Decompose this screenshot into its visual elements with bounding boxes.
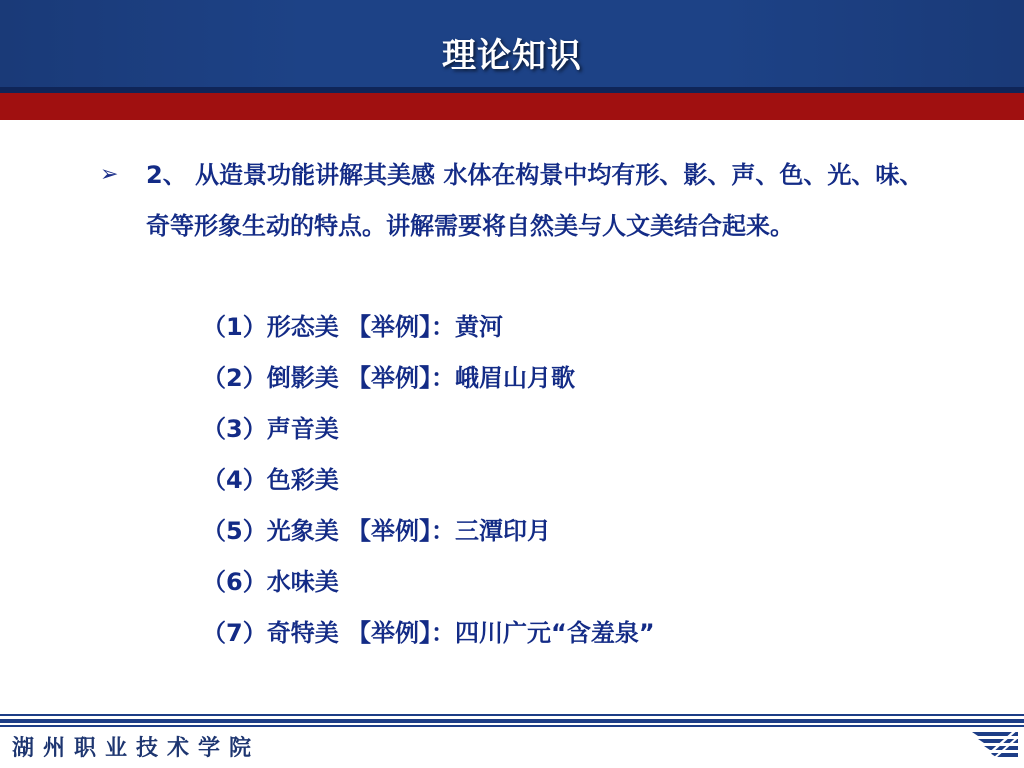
red-accent-band — [0, 93, 1024, 120]
footer-rule — [0, 714, 1024, 728]
list-item: （5）光象美 【举例】：三潭印月 — [202, 517, 552, 545]
slide-title: 理论知识 — [442, 36, 582, 76]
list-item: （4）色彩美 — [202, 466, 339, 494]
list-item: （7）奇特美 【举例】：四川广元“含羞泉” — [202, 619, 655, 647]
list-item: （2）倒影美 【举例】：峨眉山月歌 — [202, 364, 576, 392]
school-name: 湖州职业技术学院 — [12, 736, 261, 761]
bullet-arrow-icon: ➢ — [100, 162, 119, 187]
content-area — [0, 120, 1024, 700]
list-item: （6）水味美 — [202, 568, 339, 596]
school-logo-icon — [968, 728, 1020, 764]
list-item: （3）声音美 — [202, 415, 339, 443]
intro-paragraph: 2、 从造景功能讲解其美感 水体在构景中均有形、影、声、色、光、味、奇等形象生动的特点。讲解需要将自然美与人文美结合起来。 — [146, 161, 924, 240]
beauty-list — [202, 302, 655, 659]
list-item: （1）形态美 【举例】：黄河 — [202, 313, 504, 341]
